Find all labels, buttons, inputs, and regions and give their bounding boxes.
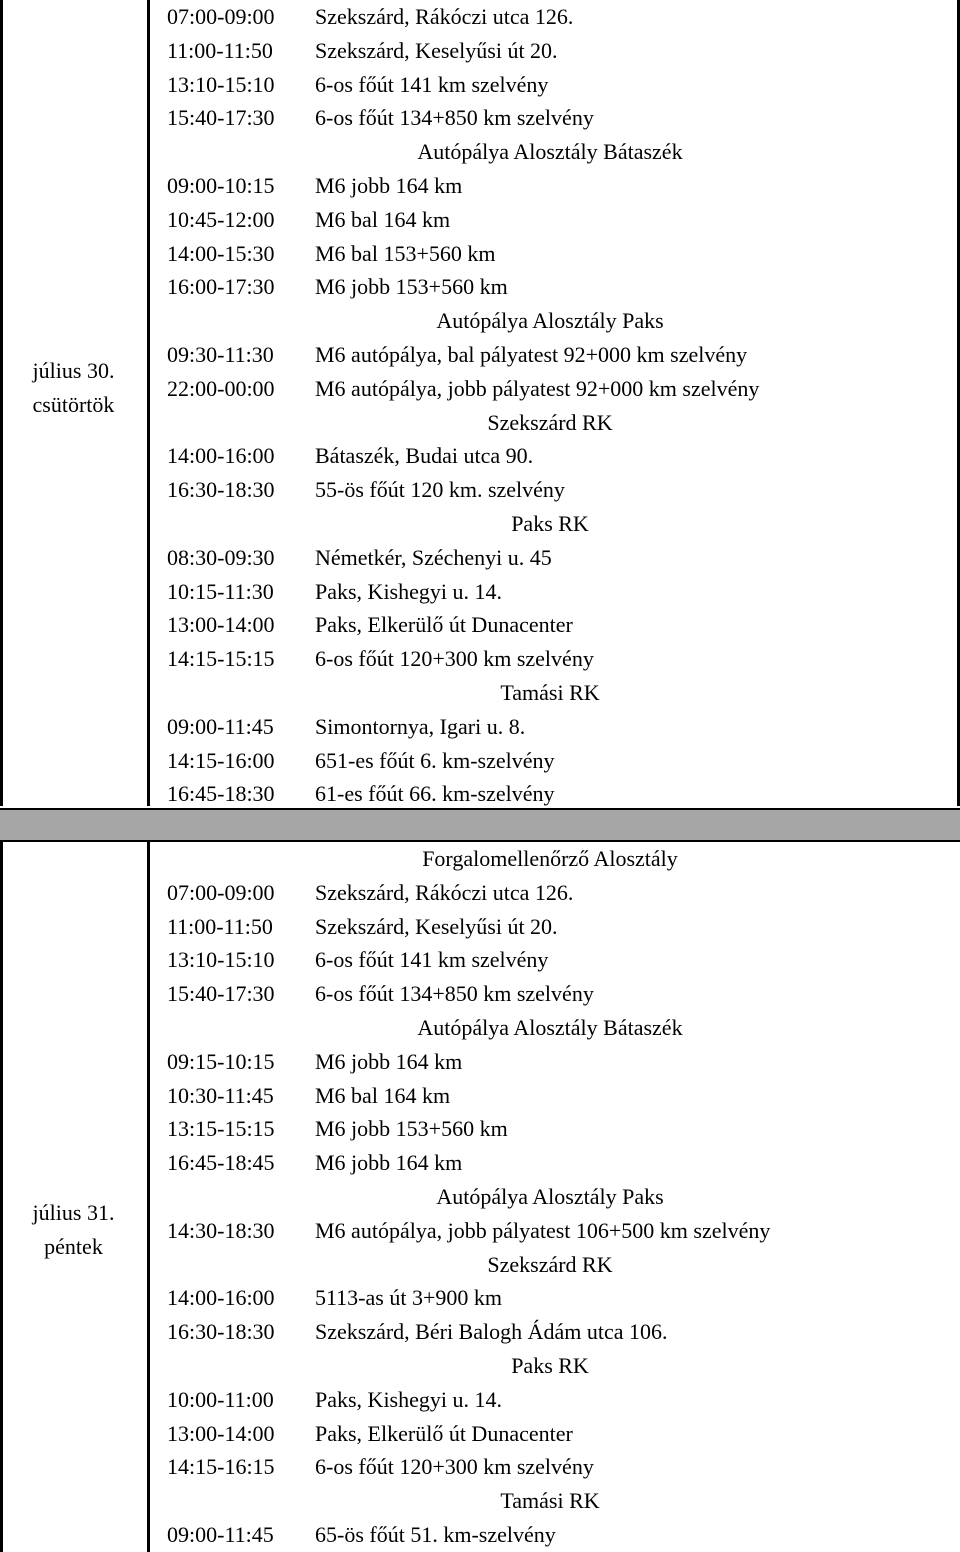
time-range: 15:40-17:30 [167, 105, 275, 131]
time-range: 09:15-10:15 [167, 1048, 275, 1074]
schedule-table-day-1 [150, 0, 960, 811]
time-range: 14:15-16:00 [167, 747, 275, 773]
time-range: 10:15-11:30 [167, 578, 274, 604]
time-range: 13:10-15:10 [167, 947, 275, 973]
table-row [150, 473, 960, 507]
time-range: 14:00-16:00 [167, 1285, 275, 1311]
table-row [150, 1315, 960, 1349]
location: 651-es főút 6. km-szelvény [315, 747, 555, 773]
time-range: 16:45-18:45 [167, 1150, 275, 1176]
section-title: Autópálya Alosztály Bátaszék [417, 139, 683, 165]
section-title: Autópálya Alosztály Paks [436, 1183, 664, 1209]
location: Paks, Elkerülő út Dunacenter [315, 612, 573, 638]
time-range: 16:30-18:30 [167, 477, 275, 503]
table-row [150, 1045, 960, 1079]
location: M6 jobb 153+560 km [315, 274, 508, 300]
time-range: 08:30-09:30 [167, 544, 275, 570]
location: 55-ös főút 120 km. szelvény [315, 477, 565, 503]
section-title: Szekszárd RK [487, 409, 613, 435]
section-title: Paks RK [511, 510, 589, 536]
table-row [150, 876, 960, 910]
table-row [150, 203, 960, 237]
table-row [150, 943, 960, 977]
time-range: 14:00-16:00 [167, 443, 275, 469]
day-separator [0, 808, 960, 842]
table-row [150, 642, 960, 676]
location: Szekszárd, Rákóczi utca 126. [315, 4, 574, 29]
time-range: 11:00-11:50 [167, 37, 273, 63]
section-title: Autópálya Alosztály Paks [436, 308, 664, 334]
table-row [150, 1214, 960, 1248]
location: 6-os főút 134+850 km szelvény [315, 105, 594, 131]
location: M6 bal 164 km [315, 206, 451, 232]
section-heading [150, 1011, 960, 1045]
day-date: július 30. [32, 358, 115, 383]
location: M6 jobb 153+560 km [315, 1116, 508, 1142]
table-row [150, 1146, 960, 1180]
time-range: 16:30-18:30 [167, 1319, 275, 1345]
time-range: 14:15-16:15 [167, 1454, 275, 1480]
location: 6-os főút 141 km szelvény [315, 947, 549, 973]
location: M6 jobb 164 km [315, 1150, 463, 1176]
table-row [150, 68, 960, 102]
table-row [150, 541, 960, 575]
section-title: Paks RK [511, 1352, 589, 1378]
day-weekday: csütörtök [32, 392, 115, 417]
location: M6 autópálya, jobb pályatest 106+500 km szelvény [315, 1217, 771, 1243]
location: Szekszárd, Béri Balogh Ádám utca 106. [315, 1319, 668, 1345]
table-row [150, 1450, 960, 1484]
time-range: 09:30-11:30 [167, 341, 274, 367]
section-heading [150, 1180, 960, 1214]
table-row [150, 744, 960, 778]
table-row [150, 608, 960, 642]
time-range: 10:00-11:00 [167, 1386, 274, 1412]
section-title: Autópálya Alosztály Bátaszék [417, 1014, 683, 1040]
schedule-table-day-2 [150, 842, 960, 1552]
table-row [150, 372, 960, 406]
time-range: 13:10-15:10 [167, 71, 275, 97]
table-row [150, 1079, 960, 1113]
time-range: 07:00-09:00 [167, 879, 275, 905]
table-row [150, 0, 960, 34]
location: M6 jobb 164 km [315, 1048, 463, 1074]
time-range: 09:00-11:45 [167, 713, 274, 739]
time-range: 11:00-11:50 [167, 913, 273, 939]
table-row [150, 977, 960, 1011]
location: Bátaszék, Budai utca 90. [315, 443, 534, 469]
section-heading [150, 135, 960, 169]
section-heading [150, 1248, 960, 1282]
time-range: 09:00-11:45 [167, 1521, 274, 1547]
table-row [150, 1383, 960, 1417]
location: M6 autópálya, jobb pályatest 92+000 km szelvény [315, 375, 760, 401]
table-row [150, 777, 960, 811]
location: M6 jobb 164 km [315, 172, 463, 198]
table-row [150, 237, 960, 271]
time-range: 09:00-10:15 [167, 172, 275, 198]
day-label-2 [0, 1196, 147, 1264]
location: M6 bal 164 km [315, 1082, 451, 1108]
location: Simontornya, Igari u. 8. [315, 713, 526, 739]
location: Szekszárd, Keselyűsi út 20. [315, 37, 558, 63]
location: 65-ös főút 51. km-szelvény [315, 1521, 556, 1547]
location: Paks, Kishegyi u. 14. [315, 578, 502, 604]
section-heading [150, 1484, 960, 1518]
section-title: Szekszárd RK [487, 1251, 613, 1277]
time-range: 13:00-14:00 [167, 1420, 275, 1446]
table-row [150, 338, 960, 372]
location: 6-os főút 141 km szelvény [315, 71, 549, 97]
table-row [150, 710, 960, 744]
time-range: 13:00-14:00 [167, 612, 275, 638]
table-row [150, 1112, 960, 1146]
location: M6 bal 153+560 km [315, 240, 496, 266]
time-range: 14:00-15:30 [167, 240, 275, 266]
table-row [150, 169, 960, 203]
time-range: 16:00-17:30 [167, 274, 275, 300]
day-weekday: péntek [44, 1234, 103, 1259]
time-range: 10:45-12:00 [167, 206, 275, 232]
time-range: 07:00-09:00 [167, 4, 275, 29]
day-date: július 31. [32, 1200, 115, 1225]
section-title: Tamási RK [500, 1488, 600, 1514]
section-heading [150, 842, 960, 876]
location: 6-os főút 120+300 km szelvény [315, 646, 594, 672]
day-label-1 [0, 354, 147, 422]
section-heading [150, 304, 960, 338]
table-row [150, 1417, 960, 1451]
time-range: 15:40-17:30 [167, 981, 275, 1007]
section-title: Forgalomellenőrző Alosztály [422, 846, 678, 871]
table-row [150, 34, 960, 68]
location: 5113-as út 3+900 km [315, 1285, 502, 1311]
time-range: 10:30-11:45 [167, 1082, 274, 1108]
table-row [150, 1518, 960, 1552]
location: Paks, Kishegyi u. 14. [315, 1386, 502, 1412]
table-row [150, 101, 960, 135]
time-range: 16:45-18:30 [167, 781, 275, 807]
location: Németkér, Széchenyi u. 45 [315, 544, 552, 570]
location: 6-os főút 120+300 km szelvény [315, 1454, 594, 1480]
section-heading [150, 676, 960, 710]
section-heading [150, 1349, 960, 1383]
location: 61-es főút 66. km-szelvény [315, 781, 555, 807]
section-heading [150, 507, 960, 541]
location: M6 autópálya, bal pályatest 92+000 km szelvény [315, 341, 748, 367]
table-row [150, 910, 960, 944]
table-row [150, 270, 960, 304]
location: Szekszárd, Keselyűsi út 20. [315, 913, 558, 939]
location: 6-os főút 134+850 km szelvény [315, 981, 594, 1007]
table-row [150, 575, 960, 609]
section-title: Tamási RK [500, 679, 600, 705]
section-heading [150, 406, 960, 440]
location: Paks, Elkerülő út Dunacenter [315, 1420, 573, 1446]
location: Szekszárd, Rákóczi utca 126. [315, 879, 574, 905]
table-row [150, 1281, 960, 1315]
time-range: 14:30-18:30 [167, 1217, 275, 1243]
table-row [150, 439, 960, 473]
time-range: 13:15-15:15 [167, 1116, 275, 1142]
time-range: 22:00-00:00 [167, 375, 275, 401]
time-range: 14:15-15:15 [167, 646, 275, 672]
